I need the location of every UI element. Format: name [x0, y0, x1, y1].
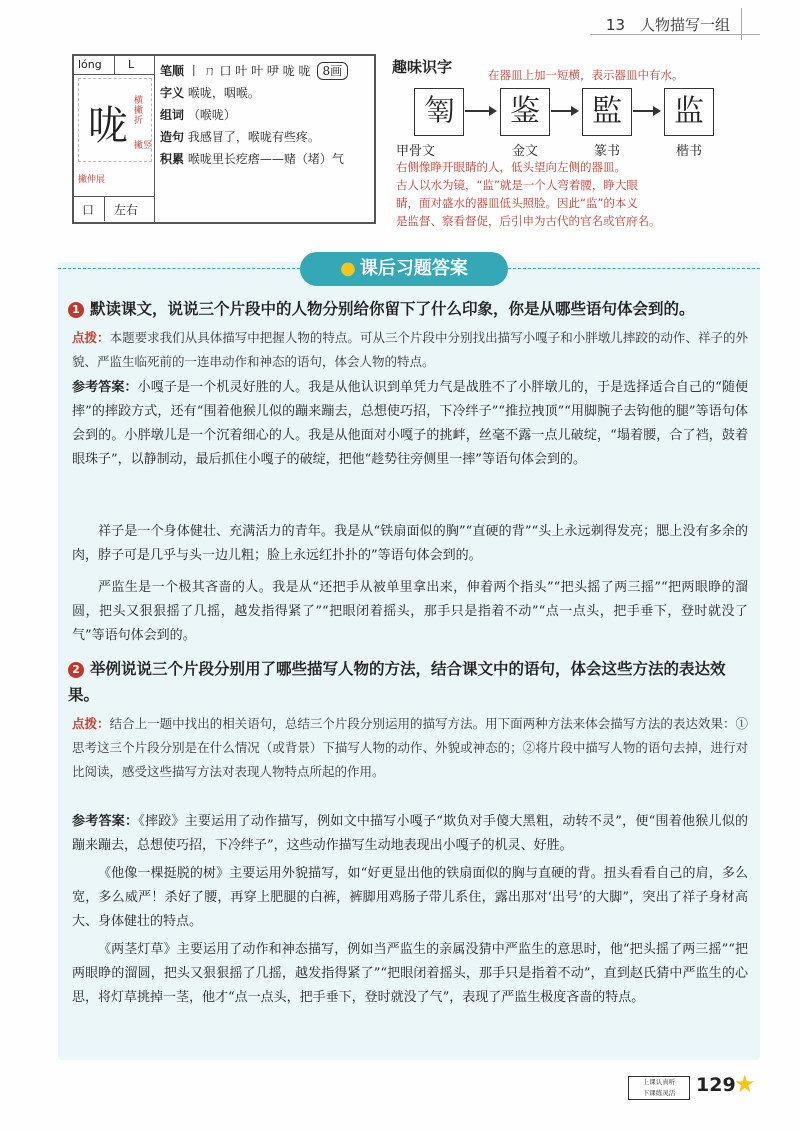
pinyin-row	[74, 56, 154, 75]
meaning: 喉咙，咽喉。	[187, 86, 260, 100]
page-number: 129	[696, 1074, 736, 1096]
lesson-title: 13 人物描写一组	[605, 16, 730, 34]
answer-1c: 严监生是一个极其吝啬的人。我是从“还把手从被单里拿出来，伸着两个指头”“把头摇了两三摇”“把两眼睁的溜圆，把头又狠狠摇了几摇，越发指得紧了”“把眼闭着摇头，那手只是指着不动”“点一点头，把手垂下，登时就没了气”等语句体会到的。	[72, 580, 748, 643]
radical-row	[74, 196, 154, 221]
panel-divider	[58, 268, 300, 270]
arrow-icon	[551, 110, 577, 112]
stroke-note: 撇竖	[134, 141, 153, 151]
panel-title: ● 课后习题答案	[300, 252, 508, 286]
big-character: 咙	[88, 103, 128, 149]
question-1: 1 默读课文，说说三个片段中的人物分别给你留下了什么印象，你是从哪些语句体会到的。	[68, 296, 748, 322]
evo-char-regular: 监	[664, 88, 714, 136]
evo-label: 篆书	[594, 144, 621, 159]
stroke-note: 横撇折	[134, 96, 144, 126]
answer-2c: 《两茎灯草》主要运用了动作和神态描写，例如当严监生的亲属没猜中严监生的意思时，他“把头摇了两三摇”“把两眼睁的溜圆，把头又狠狠摇了几摇，越发指得紧了”“把眼闭着摇头，那手只是指着不动”，直到赵氏猜中严监生的心思，将灯草挑掉一茎，他才“点一点头，把手垂下，登时就没了气”，表现了严监生极度吝啬的特点。	[72, 942, 748, 1005]
stroke-order: 丨 ㄇ 口 叶 叶 吚 咙 咙	[187, 64, 311, 78]
evo-char-bronze: 鉴	[500, 88, 550, 136]
evo-char-seal: 監	[582, 88, 632, 136]
answer-1a: 参考答案：小嘎子是一个机灵好胜的人。我是从他认识到单凭力气是战胜不了小胖墩儿的，于是选择适合自己的“随便摔”的摔跤方式，还有“围着他猴儿似的蹦来蹦去，总想使巧招，下冷绊子”“推拉拽顶”“用脚腕子去钩他的腿”等语句体会到的。小胖墩儿是一个沉着细心的人。我是从他面对小嘎子的挑衅，丝毫不露一点儿破绽，“塌着腰，合了裆，鼓着眼珠子”，以静制动，最后抓住小嘎子的破绽，把他“趁势往旁侧里一摔”等语句体会到的。	[72, 380, 748, 467]
structure: 左右	[114, 203, 139, 217]
stroke-note: 撇伸展	[78, 175, 106, 185]
note-line: 是监督、察看督促，后引申为古代的官名或官府名。	[396, 214, 661, 228]
panel-divider	[508, 268, 760, 270]
sentence: 我感冒了，喉咙有些疼。	[187, 130, 320, 144]
pinyin: lóng	[78, 58, 102, 71]
radical: 口	[82, 203, 95, 217]
lightbulb-icon: ●	[340, 258, 356, 279]
footer-slogan: 上课认真听 下课练灵活	[628, 1076, 690, 1100]
star-icon: ★	[734, 1070, 756, 1098]
page-header	[0, 0, 800, 40]
evo-label: 甲骨文	[396, 144, 436, 159]
accumulation: 喉咙里长疙瘩——赌（堵）气	[187, 152, 344, 166]
arrow-icon	[465, 110, 495, 112]
structure-mark: L	[128, 58, 135, 71]
note-top: 在器皿上加一短横，表示器皿中有水。	[488, 68, 684, 82]
hint-2: 点拨：结合上一题中找出的相关语句，总结三个片段分别运用的描写方法。用下面两种方法来体会描写方法的表达效果：①思考这三个片段分别是在什么情况（或背景）下描写人物的动作、外貌或神态的；②将片段中描写人物的语句去掉，进行对比阅读，感受这些描写方法对表现人物特点所起的作用。	[72, 716, 748, 779]
question-2: 2 举例说说三个片段分别用了哪些描写人物的方法，结合课文中的语句，体会这些方法的表达效果。	[68, 660, 726, 704]
char-details: 笔顺 丨 ㄇ 口 叶 叶 吚 咙 咙 8画 字义 喉咙，咽喉。 组词 （喉咙） 造句 我感冒了，喉咙有些疼。 积累 喉咙里长疙瘩——赌（堵）气	[160, 60, 348, 170]
answer-2a: 参考答案：《摔跤》主要运用了动作描写，例如文中描写小嘎子“欺负对手傻大黑粗，动转不灵”，便“围着他猴儿似的蹦来蹦去，总想使巧招，下冷绊子”，这些动作描写生动地表现出小嘎子的机灵、好胜。	[72, 814, 748, 853]
evo-label: 金文	[512, 144, 539, 159]
evo-char-oracle: 𠤄	[414, 88, 464, 136]
question-number: 1	[68, 302, 84, 318]
header-tick	[741, 8, 742, 40]
note-line: 右侧像睁开眼睛的人，低头望向左侧的器皿。	[396, 160, 626, 174]
note-line: 古人以水为镜，“监”就是一个人弯着腰，睁大眼	[396, 178, 638, 192]
evo-label: 楷书	[676, 144, 703, 159]
character-card	[72, 54, 376, 224]
answer-1b: 祥子是一个身体健壮、充满活力的青年。我是从“铁扇面似的胸”“直硬的背”“头上永远剃得发亮；腮上没有多余的肉，脖子可是几乎与头一边儿粗；脸上永远红扑扑的”等语句体会到的。	[72, 524, 748, 563]
stroke-count: 8画	[317, 62, 349, 80]
note-line: 睛，面对盛水的器皿低头照脸。因此“监”的本义	[396, 196, 638, 210]
word: （喉咙）	[187, 108, 236, 122]
arrow-icon	[633, 110, 659, 112]
fun-title: 趣味识字	[392, 58, 453, 76]
answer-2b: 《他像一棵挺脱的树》主要运用外貌描写，如“好更显出他的铁扇面似的胸与直硬的背。扭头看看自己的肩，多么宽，多么威严！杀好了腰，再穿上肥腿的白裤，裤脚用鸡肠子带儿系住，露出那对‘出号’的大脚”，突出了祥子身材高大、身体健壮的特点。	[72, 866, 748, 929]
header-divider	[590, 34, 760, 35]
question-number: 2	[68, 662, 84, 678]
hint-1: 点拨：本题要求我们从具体描写中把握人物的特点。可从三个片段中分别找出描写小嘎子和小胖墩儿摔跤的动作、祥子的外貌、严监生临死前的一连串动作和神态的语句，体会人物的特点。	[72, 330, 748, 369]
